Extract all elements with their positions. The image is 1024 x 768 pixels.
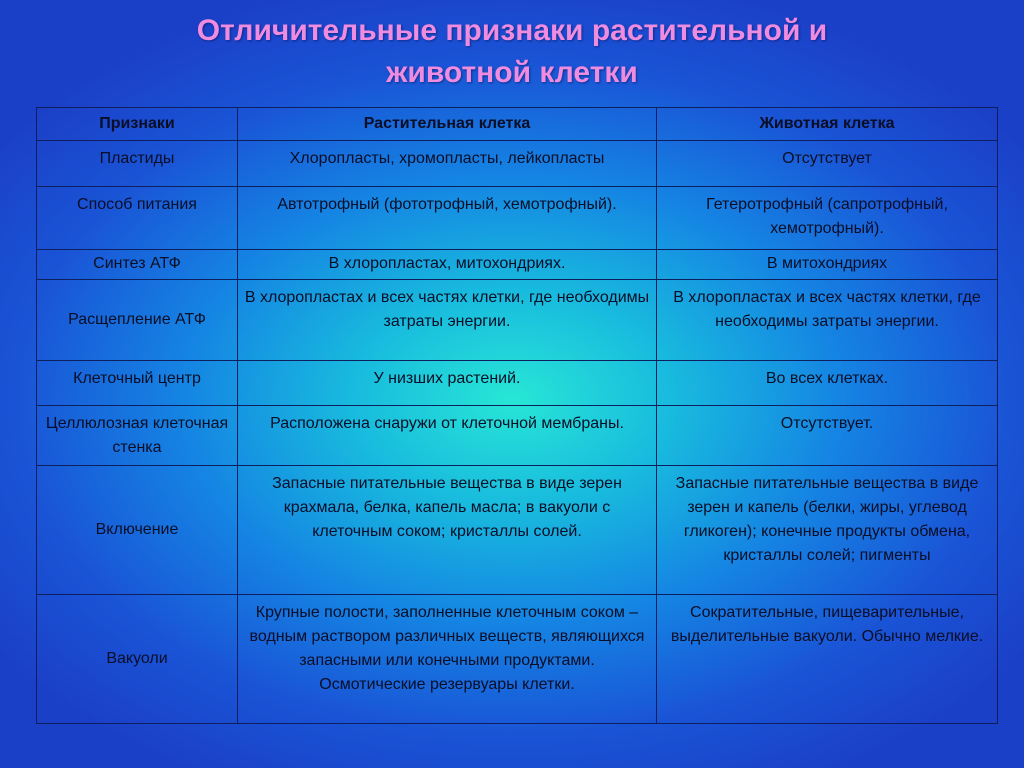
row-plant-plastids: Хлоропласты, хромопласты, лейкопласты: [238, 141, 657, 187]
comparison-table: [36, 107, 998, 724]
table-row: [37, 250, 998, 280]
row-plant-atp-synthesis: В хлоропластах, митохондриях.: [238, 250, 657, 280]
row-plant-atp-breakdown: В хлоропластах и всех частях клетки, где необходимы затраты энергии.: [238, 280, 657, 361]
row-plant-cell-center: У низших растений.: [238, 361, 657, 406]
row-animal-inclusions: Запасные питательные вещества в виде зерен и капель (белки, жиры, углевод гликоген); конечные продукты обмена, кристаллы солей; пигменты: [657, 466, 998, 595]
row-animal-cell-center: Во всех клетках.: [657, 361, 998, 406]
table-row: [37, 187, 998, 250]
row-animal-nutrition: Гетеротрофный (сапротрофный, хемотрофный).: [657, 187, 998, 250]
row-plant-cell-wall: Расположена снаружи от клеточной мембраны.: [238, 406, 657, 466]
row-feature-atp-synthesis: Синтез АТФ: [37, 250, 238, 280]
row-feature-cell-wall: Целлюлозная клеточная стенка: [37, 406, 238, 466]
row-feature-atp-breakdown: Расщепление АТФ: [37, 280, 238, 361]
row-plant-inclusions: Запасные питательные вещества в виде зерен крахмала, белка, капель масла; в вакуоли с клеточным соком; кристаллы солей.: [238, 466, 657, 595]
row-plant-vacuoles: Крупные полости, заполненные клеточным соком – водным раствором различных веществ, являющихся запасными или конечными продуктами. Осмотические резервуары клетки.: [238, 595, 657, 724]
table-row: [37, 466, 998, 595]
row-animal-atp-synthesis: В митохондриях: [657, 250, 998, 280]
table-row: [37, 361, 998, 406]
row-feature-plastids: Пластиды: [37, 141, 238, 187]
row-feature-inclusions: Включение: [37, 466, 238, 595]
table-header-row: [37, 108, 998, 141]
row-plant-nutrition: Автотрофный (фототрофный, хемотрофный).: [238, 187, 657, 250]
row-feature-nutrition: Способ питания: [37, 187, 238, 250]
header-plant-cell: Растительная клетка: [238, 108, 657, 141]
row-animal-vacuoles: Сократительные, пищеварительные, выделительные вакуоли. Обычно мелкие.: [657, 595, 998, 724]
slide-title-line-2: животной клетки: [386, 56, 638, 89]
table-row: [37, 406, 998, 466]
row-feature-vacuoles: Вакуоли: [37, 595, 238, 724]
row-animal-plastids: Отсутствует: [657, 141, 998, 187]
header-features: Признаки: [37, 108, 238, 141]
row-animal-cell-wall: Отсутствует.: [657, 406, 998, 466]
row-feature-cell-center: Клеточный центр: [37, 361, 238, 406]
header-animal-cell: Животная клетка: [657, 108, 998, 141]
table-row: [37, 280, 998, 361]
table-row: [37, 595, 998, 724]
table-row: [37, 141, 998, 187]
slide-title-line-1: Отличительные признаки растительной и: [196, 14, 828, 47]
row-animal-atp-breakdown: В хлоропластах и всех частях клетки, где необходимы затраты энергии.: [657, 280, 998, 361]
slide-title: [0, 10, 1024, 94]
